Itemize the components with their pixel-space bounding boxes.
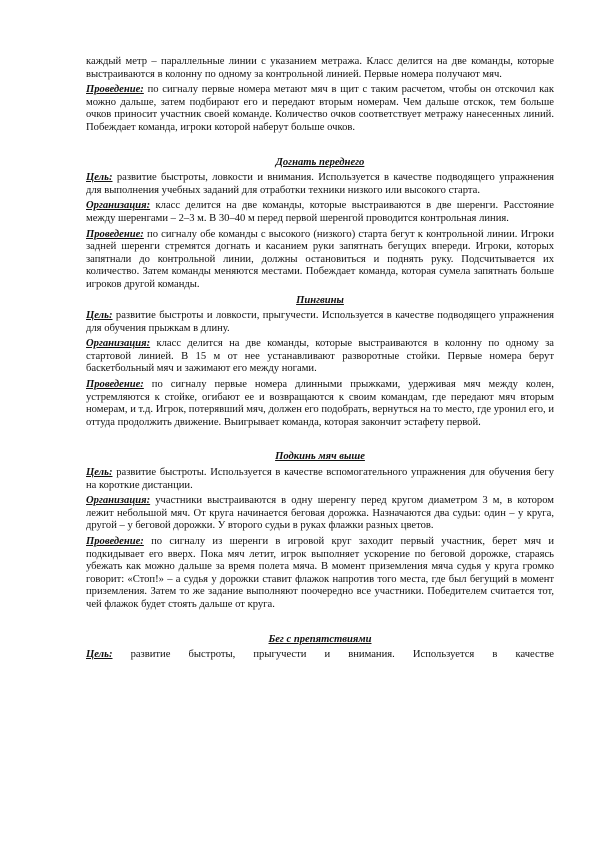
conduct-paragraph <box>86 229 554 292</box>
goal-label: Цель: <box>86 172 113 184</box>
section-title-penguins: Пингвины <box>296 294 344 306</box>
organization-paragraph <box>86 338 554 376</box>
conduct-paragraph <box>86 379 554 429</box>
section-title-catch-front: Догнать переднего <box>275 156 365 168</box>
goal-text: развитие быстроты и ловкости, прыгучести. Используется в качестве подводящего упражнения для обучения прыжкам в длину. <box>86 310 554 334</box>
goal-text: развитие быстроты, ловкости и внимания. Используется в качестве подводящего упражнения для выполнения учебных заданий для отработки техники низкого или высокого старта. <box>86 172 554 196</box>
organization-label: Организация: <box>86 495 151 507</box>
conduct-label: Проведение: <box>86 228 144 240</box>
goal-text: развитие быстроты. Используется в качестве вспомогательного упражнения для обучения бегу на короткие дистанции. <box>86 467 554 491</box>
document-body <box>86 56 554 662</box>
goal-label: Цель: <box>86 649 113 661</box>
conduct-text: по сигналу обе команды с высокого (низкого) старта бегут к контрольной линии. Игроки задней шеренги стремятся догнать и касанием руки запятнать бегущих впереди. Игроки, которых запятнали до контрольной линии, должны остановиться и поднять руку. Подсчитывается их количество. Затем команды меняются местами. Побеждает команда, которая сумела запятнать больше игроков другой команды. <box>86 228 554 290</box>
goal-paragraph <box>86 467 554 492</box>
goal-paragraph <box>86 172 554 197</box>
organization-label: Организация: <box>86 200 151 212</box>
goal-paragraph <box>86 310 554 335</box>
conduct-label: Проведение: <box>86 379 144 391</box>
conduct-text: по сигналу из шеренги в игровой круг заходит первый участник, берет мяч и подкидывает его вверх. Пока мяч летит, игрок выполняет ускорение по беговой дорожке, стараясь убежать как можно дальше за время полета мяча. В момент приземления мяча судья у круга громко говорит: «Стоп!» – а судья у дорожки ставит флажок напротив того места, где был бегущий в момент приземления. Затем то же задание выполняют поочередно все участники. Победителем считается тот, чей флажок будет стоять дальше от круга. <box>86 536 554 610</box>
conduct-text: по сигналу первые номера метают мяч в щит с таким расчетом, чтобы он отскочил как можно дальше, затем подбирают его и передают вторым номерам. Чем дальше отскок, тем больше очков приносит участник своей команде. Количество очков соответствует метражу нанесенных линий. Побеждает команда, игроки которой наберут больше очков. <box>86 84 554 133</box>
organization-label: Организация: <box>86 338 151 350</box>
conduct-paragraph <box>86 536 554 612</box>
organization-paragraph <box>86 495 554 533</box>
organization-text: класс делится на две команды, которые выстраиваются в две шеренги. Расстояние между шеренгами – 2–3 м. В 30–40 м перед первой шеренгой проводится контрольная линия. <box>86 200 554 224</box>
intro-paragraph: каждый метр – параллельные линии с указанием метража. Класс делится на две команды, которые выстраиваются в колонну по одному за контрольной линией. Первые номера получают мяч. <box>86 56 554 80</box>
intro-conduct-paragraph <box>86 84 554 134</box>
section-title-throw-ball-higher: Подкинь мяч выше <box>275 451 365 463</box>
goal-label: Цель: <box>86 467 113 479</box>
goal-label: Цель: <box>86 310 113 322</box>
organization-text: участники выстраиваются в одну шеренгу перед кругом диаметром 3 м, в котором лежит небольшой мяч. От круга начинается беговая дорожка. Назначаются два судьи: один – у круга, другой – у беговой дорожки. У второго судьи в руках флажки разных цветов. <box>86 495 554 532</box>
conduct-label: Проведение: <box>86 84 144 96</box>
goal-text: развитие быстроты, прыгучести и внимания. Используется в качестве <box>112 649 554 661</box>
goal-paragraph <box>86 649 554 662</box>
conduct-label: Проведение: <box>86 536 144 547</box>
organization-text: класс делится на две команды, которые выстраиваются в колонну по одному за стартовой линией. В 15 м от нее устанавливают разворотные стойки. Первые номера берут баскетбольный мяч и зажимают его между ногами. <box>86 338 554 375</box>
organization-paragraph <box>86 200 554 225</box>
section-title-obstacle-run: Бег с препятствиями <box>268 633 372 645</box>
conduct-text: по сигналу первые номера длинными прыжками, удерживая мяч между колен, устремляются к стойке, огибают ее и возвращаются к своим командам, где передают мяч вторым номерам, и т.д. Игрок, потерявший мяч, должен его подобрать, вернуться на то место, где уронил его, и оттуда продолжить движение. Выигрывает команда, которая закончит эстафету первой. <box>86 379 554 428</box>
